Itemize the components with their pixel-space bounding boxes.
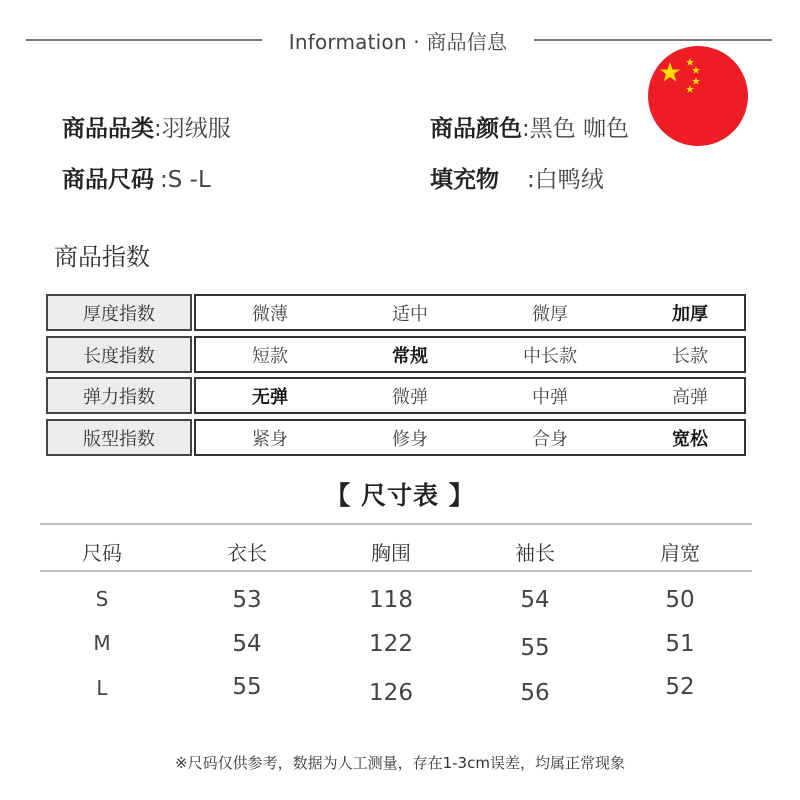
size-table-title: 【 尺寸表 】 bbox=[325, 481, 475, 510]
info-filling-label: 填充物 bbox=[430, 167, 499, 193]
size-table-value-cell: 52 bbox=[665, 674, 695, 700]
info-filling-value: :白鸭绒 bbox=[527, 167, 604, 193]
index-row-label: 长度指数 bbox=[46, 336, 192, 373]
info-color-label: 商品颜色 bbox=[430, 116, 522, 142]
index-row bbox=[46, 419, 746, 456]
size-table-header-cell: 衣长 bbox=[227, 541, 267, 565]
size-table-value-cell: 55 bbox=[520, 635, 550, 661]
index-option: 长款 bbox=[672, 345, 708, 367]
china-flag-icon bbox=[648, 46, 748, 146]
info-size bbox=[62, 161, 211, 194]
index-row bbox=[46, 377, 746, 414]
size-table-top-rule bbox=[40, 523, 752, 525]
index-option: 微薄 bbox=[252, 303, 288, 325]
size-table-value-cell: 56 bbox=[520, 680, 550, 706]
info-size-value: :S -L bbox=[160, 167, 211, 193]
index-option-selected: 宽松 bbox=[672, 428, 708, 450]
index-option-selected: 加厚 bbox=[672, 303, 708, 325]
index-row-label: 弹力指数 bbox=[46, 377, 192, 414]
info-category-value: :羽绒服 bbox=[154, 116, 231, 142]
size-table-header-cell: 袖长 bbox=[515, 541, 555, 565]
index-option: 中弹 bbox=[532, 386, 568, 408]
size-table-header-rule bbox=[40, 570, 752, 572]
index-row bbox=[46, 336, 746, 373]
index-row bbox=[46, 294, 746, 331]
header-divider-right bbox=[534, 39, 772, 41]
footnote: ※尺码仅供参考，数据为人工测量，存在1-3cm误差，均属正常现象 bbox=[175, 754, 625, 772]
index-option: 高弹 bbox=[672, 386, 708, 408]
index-option-selected: 无弹 bbox=[252, 386, 288, 408]
index-option: 微厚 bbox=[532, 303, 568, 325]
index-option: 紧身 bbox=[252, 428, 288, 450]
info-size-label: 商品尺码 bbox=[62, 167, 154, 193]
size-table-value-cell: 118 bbox=[369, 587, 413, 613]
size-table-value-cell: 55 bbox=[232, 674, 262, 700]
size-table-value-cell: 122 bbox=[369, 631, 413, 657]
info-category-label: 商品品类 bbox=[62, 116, 154, 142]
size-table-value-cell: 53 bbox=[232, 587, 262, 613]
index-section-title: 商品指数 bbox=[54, 243, 150, 271]
size-table-header-cell: 胸围 bbox=[371, 541, 411, 565]
size-table-size-cell: L bbox=[96, 676, 108, 700]
size-table-value-cell: 54 bbox=[232, 631, 262, 657]
info-color-value: :黑色 咖色 bbox=[522, 116, 630, 142]
index-option: 适中 bbox=[392, 303, 428, 325]
header-title: Information · 商品信息 bbox=[288, 30, 508, 54]
size-table-header-cell: 肩宽 bbox=[660, 541, 700, 565]
size-table-value-cell: 126 bbox=[369, 680, 413, 706]
size-table-header-cell: 尺码 bbox=[82, 541, 122, 565]
index-row-label: 厚度指数 bbox=[46, 294, 192, 331]
size-table-value-cell: 54 bbox=[520, 587, 550, 613]
index-option: 短款 bbox=[252, 345, 288, 367]
index-option-selected: 常规 bbox=[392, 345, 428, 367]
index-option: 中长款 bbox=[523, 345, 577, 367]
info-category bbox=[62, 110, 231, 143]
index-option: 微弹 bbox=[392, 386, 428, 408]
info-color bbox=[430, 110, 629, 143]
index-row-label: 版型指数 bbox=[46, 419, 192, 456]
index-option: 修身 bbox=[392, 428, 428, 450]
info-filling bbox=[430, 161, 604, 194]
index-row-options bbox=[194, 377, 746, 414]
index-row-options bbox=[194, 294, 746, 331]
header-divider-left bbox=[26, 39, 262, 41]
index-option: 合身 bbox=[532, 428, 568, 450]
size-table-size-cell: S bbox=[95, 587, 109, 611]
index-row-options bbox=[194, 419, 746, 456]
index-row-options bbox=[194, 336, 746, 373]
size-table-size-cell: M bbox=[93, 631, 111, 655]
size-table-value-cell: 51 bbox=[665, 631, 695, 657]
size-table-value-cell: 50 bbox=[665, 587, 695, 613]
